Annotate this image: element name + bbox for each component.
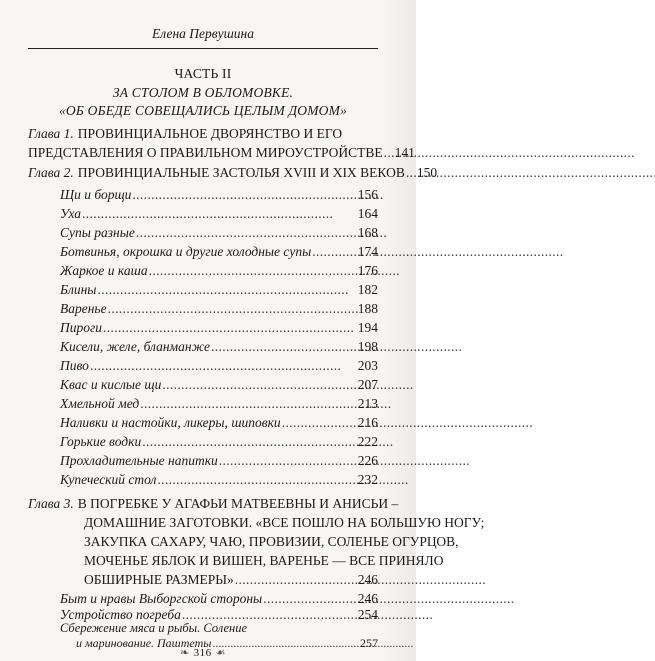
section-page: 176	[357, 263, 378, 278]
section-title: Варенье	[60, 301, 107, 316]
section-title: Кисели, желе, бланманже	[60, 339, 210, 354]
section-page: 232	[357, 472, 378, 487]
toc-chapter-3-line-4	[84, 553, 444, 572]
leader-dots	[108, 301, 357, 317]
leader-dots	[103, 320, 357, 336]
toc-section	[60, 339, 378, 358]
section-title: Супы разные	[60, 225, 135, 240]
chapter-3-label: Глава 3.	[28, 496, 74, 511]
section-title: Пироги	[60, 320, 103, 335]
section-title: Уха	[60, 206, 82, 221]
running-head: Елена Первушина	[151, 26, 254, 41]
header-rule	[28, 48, 378, 49]
part-title-line-2: «ОБ ОБЕДЕ СОВЕЩАЛИСЬ ЦЕЛЫМ ДОМОМ»	[58, 103, 347, 118]
section-page: 156	[357, 187, 378, 202]
section-title: Ботвинья, окрошка и другие холодные супы	[60, 244, 312, 259]
section-page: 222	[357, 434, 378, 449]
section-title: Щи и борщи	[60, 187, 132, 202]
part-label: ЧАСТЬ II	[174, 66, 232, 81]
toc-section	[60, 320, 378, 339]
leader-dots	[136, 225, 357, 241]
toc-section	[60, 206, 378, 225]
section-title: Жаркое и каша	[60, 263, 148, 278]
chapter-2-page: 150	[416, 165, 438, 180]
toc-section	[60, 415, 378, 434]
toc-chapter-1-line-2	[28, 145, 415, 164]
section-page: 194	[357, 320, 378, 335]
leader-dots	[384, 145, 394, 161]
toc-section	[60, 377, 378, 396]
part-title-line-1: ЗА СТОЛОМ В ОБЛОМОВКЕ.	[112, 85, 294, 100]
toc-chapter-3-line-1	[28, 496, 399, 515]
leader-dots	[312, 244, 357, 260]
toc-chapter-3-line-2	[84, 515, 485, 534]
page-number	[28, 646, 378, 660]
chapter-1-page: 141	[394, 145, 415, 160]
toc-section	[60, 472, 378, 491]
chapter-3-page: 246	[357, 572, 378, 587]
leader-dots	[142, 434, 357, 450]
toc-chapter-1-line-1	[28, 126, 378, 145]
section-page: 246	[357, 591, 378, 606]
section-page: 174	[357, 244, 378, 259]
section-title: Пиво	[60, 358, 89, 373]
toc-section	[60, 244, 378, 263]
leader-dots	[235, 572, 357, 588]
section-page: 213	[357, 396, 378, 411]
section-title: Прохладительные напитки	[60, 453, 218, 468]
section-title-line-1: Сбережение мяса и рыбы. Соление	[60, 621, 248, 635]
leader-dots	[406, 165, 416, 181]
section-page: 257	[360, 636, 378, 650]
chapter-3-title-line-1: В ПОГРЕБКЕ У АГАФЬИ МАТВЕЕВНЫ И АНИСЬИ –	[77, 496, 399, 511]
toc-chapter-3-line-3	[84, 534, 459, 553]
section-title: Блины	[60, 282, 97, 297]
toc-section	[60, 282, 378, 301]
section-title: Купеческий стол	[60, 472, 157, 487]
chapter-3-title-line-5: ОБШИРНЫЕ РАЗМЕРЫ»	[84, 572, 234, 587]
chapter-2-title: ПРОВИНЦИАЛЬНЫЕ ЗАСТОЛЬЯ XVIII И XIX ВЕКОВ	[77, 165, 405, 180]
chapter-2-label: Глава 2.	[28, 165, 74, 180]
section-page: 203	[357, 358, 378, 373]
section-page: 168	[357, 225, 378, 240]
chapter-3-title-line-2: ДОМАШНИЕ ЗАГОТОВКИ. «ВСЕ ПОШЛО НА БОЛЬШУЮ НОГУ;	[84, 515, 485, 530]
section-title: Быт и нравы Выборгской стороны	[60, 591, 263, 606]
section-page: 198	[357, 339, 378, 354]
section-title-line-2: и маринование. Паштеты	[76, 636, 212, 650]
toc-section	[60, 263, 378, 282]
leader-dots	[132, 187, 356, 203]
section-title: Наливки и настойки, ликеры, шиповки	[60, 415, 281, 430]
toc-chapter-2	[28, 165, 438, 184]
toc-chapter-3-line-5	[84, 572, 378, 591]
section-page: 164	[357, 206, 378, 221]
toc-section-last-line-1	[60, 621, 378, 637]
leader-dots	[282, 415, 357, 431]
toc-section	[60, 358, 378, 377]
leader-dots	[263, 591, 357, 607]
chapter-3-title-line-4: МОЧЕНЬЕ ЯБЛОК И ВИШЕН, ВАРЕНЬЕ — ВСЕ ПРИНЯЛО	[84, 553, 444, 568]
section-page: 254	[357, 607, 378, 622]
chapter-1-label: Глава 1.	[28, 126, 74, 141]
section-title: Квас и кислые щи	[60, 377, 162, 392]
leader-dots	[211, 339, 357, 355]
toc-section	[60, 434, 378, 453]
chapter-3-title-line-3: ЗАКУПКА САХАРУ, ЧАЮ, ПРОВИЗИИ, СОЛЕНЬЕ ОГУРЦОВ,	[84, 534, 459, 549]
leader-dots	[149, 263, 357, 279]
toc-section	[60, 225, 378, 244]
section-page: 207	[357, 377, 378, 392]
leader-dots	[162, 377, 356, 393]
leader-dots	[97, 282, 356, 298]
toc-section	[60, 453, 378, 472]
toc-section	[60, 187, 378, 206]
leader-dots	[219, 453, 357, 469]
section-title: Устройство погреба	[60, 607, 181, 622]
section-page: 182	[357, 282, 378, 297]
section-title: Горькие водки	[60, 434, 142, 449]
page-number-value: 316	[193, 647, 212, 659]
chapter-1-title-line-2: ПРЕДСТАВЛЕНИЯ О ПРАВИЛЬНОМ МИРОУСТРОЙСТВЕ	[28, 145, 383, 160]
folio-ornament-right: ☙	[215, 647, 227, 659]
leader-dots	[90, 358, 357, 374]
leader-dots	[140, 396, 357, 412]
section-page: 226	[357, 453, 378, 468]
toc-section	[60, 301, 378, 320]
leader-dots	[157, 472, 356, 488]
section-title: Хмельной мед	[60, 396, 140, 411]
section-page: 188	[357, 301, 378, 316]
leader-dots	[82, 206, 357, 222]
section-page: 216	[357, 415, 378, 430]
folio-ornament-left: ❧	[179, 647, 190, 659]
toc-section	[60, 396, 378, 415]
chapter-1-title-line-1: ПРОВИНЦИАЛЬНОЕ ДВОРЯНСТВО И ЕГО	[77, 126, 343, 141]
